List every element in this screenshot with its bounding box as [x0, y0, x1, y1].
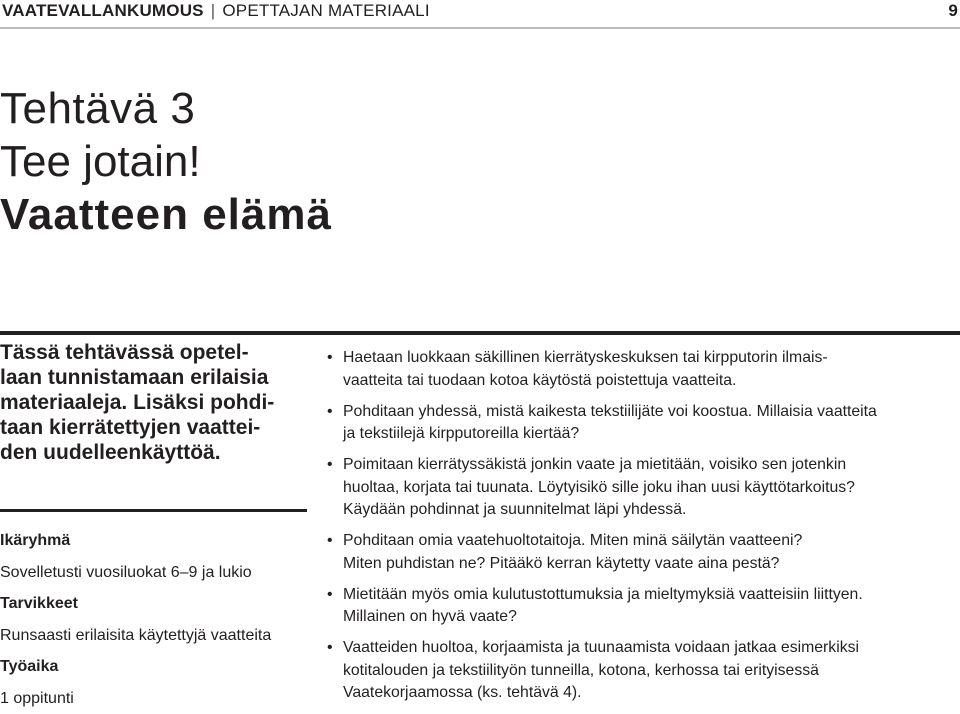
task-item: [325, 637, 950, 705]
task-item: [325, 454, 950, 522]
age-group-label: Ikäryhmä: [0, 525, 310, 557]
task-item: [325, 347, 950, 392]
bullet-icon: •: [327, 637, 333, 660]
age-group-value: Sovelletusti vuosiluokat 6–9 ja lukio: [0, 557, 310, 589]
page-header: [0, 0, 960, 28]
header-separator: |: [204, 1, 223, 20]
task-list: [325, 347, 950, 713]
header-section: OPETTAJAN MATERIAALI: [222, 1, 429, 20]
task-line: Miten puhdistan ne? Pitääkö kerran käytetty vaate aina pestä?: [343, 553, 950, 576]
task-line: Pohditaan yhdessä, mistä kaikesta tekstiilijäte voi koostua. Millaisia vaatteita: [343, 401, 950, 424]
intro-line: den uudelleenkäyttöä.: [0, 440, 300, 465]
bullet-icon: •: [327, 530, 333, 553]
task-item: [325, 401, 950, 446]
intro-text: [0, 340, 300, 465]
task-line: Käydään pohdinnat ja suunnitelmat läpi yhdessä.: [343, 499, 950, 522]
task-line: Poimitaan kierrätyssäkistä jonkin vaate ja mietitään, voisiko sen jotenkin: [343, 454, 950, 477]
bullet-icon: •: [327, 454, 333, 477]
duration-value: 1 oppitunti: [0, 683, 310, 714]
title-line-task: Tehtävä 3: [0, 82, 332, 135]
task-item: [325, 584, 950, 629]
task-item: [325, 530, 950, 575]
title-line-subtitle: Tee jotain!: [0, 135, 332, 188]
supplies-value: Runsaasti erilaisita käytettyjä vaatteita: [0, 620, 310, 652]
header-brand: VAATEVALLANKUMOUS: [2, 1, 204, 20]
supplies-label: Tarvikkeet: [0, 588, 310, 620]
header-divider: [0, 27, 960, 29]
intro-line: materiaaleja. Lisäksi pohdi-: [0, 390, 300, 415]
bullet-icon: •: [327, 401, 333, 424]
task-line: vaatteita tai tuodaan kotoa käytöstä poistettuja vaatteita.: [343, 370, 950, 393]
task-line: Vaatekorjaamossa (ks. tehtävä 4).: [343, 682, 950, 705]
intro-line: taan kierrätettyjen vaattei-: [0, 415, 300, 440]
task-line: kotitalouden ja tekstiilityön tunneilla, kotona, kerhossa tai erityisessä: [343, 660, 950, 683]
section-divider: [0, 331, 960, 335]
task-line: Haetaan luokkaan säkillinen kierrätyskeskuksen tai kirpputorin ilmais-: [343, 347, 950, 370]
page-title: [0, 82, 332, 241]
task-line: Pohditaan omia vaatehuoltotaitoja. Miten minä säilytän vaatteeni?: [343, 530, 950, 553]
bullet-icon: •: [327, 584, 333, 607]
intro-divider: [0, 509, 307, 512]
task-line: Millainen on hyvä vaate?: [343, 606, 950, 629]
task-line: huoltaa, korjata tai tuunata. Löytyisikö sille joku ihan uusi käyttötarkoitus?: [343, 477, 950, 500]
intro-line: Tässä tehtävässä opetel-: [0, 340, 300, 365]
task-line: Mietitään myös omia kulutustottumuksia ja mieltymyksiä vaatteisiin liittyen.: [343, 584, 950, 607]
page-number: 9: [948, 1, 958, 21]
title-line-topic: Vaatteen elämä: [0, 188, 332, 241]
task-line: Vaatteiden huoltoa, korjaamista ja tuunaamista voidaan jatkaa esimerkiksi: [343, 637, 950, 660]
bullet-icon: •: [327, 347, 333, 370]
intro-line: laan tunnistamaan erilaisia: [0, 365, 300, 390]
duration-label: Työaika: [0, 651, 310, 683]
task-line: ja tekstiilejä kirpputoreilla kiertää?: [343, 423, 950, 446]
task-info: [0, 525, 310, 714]
header-left: [2, 1, 430, 21]
